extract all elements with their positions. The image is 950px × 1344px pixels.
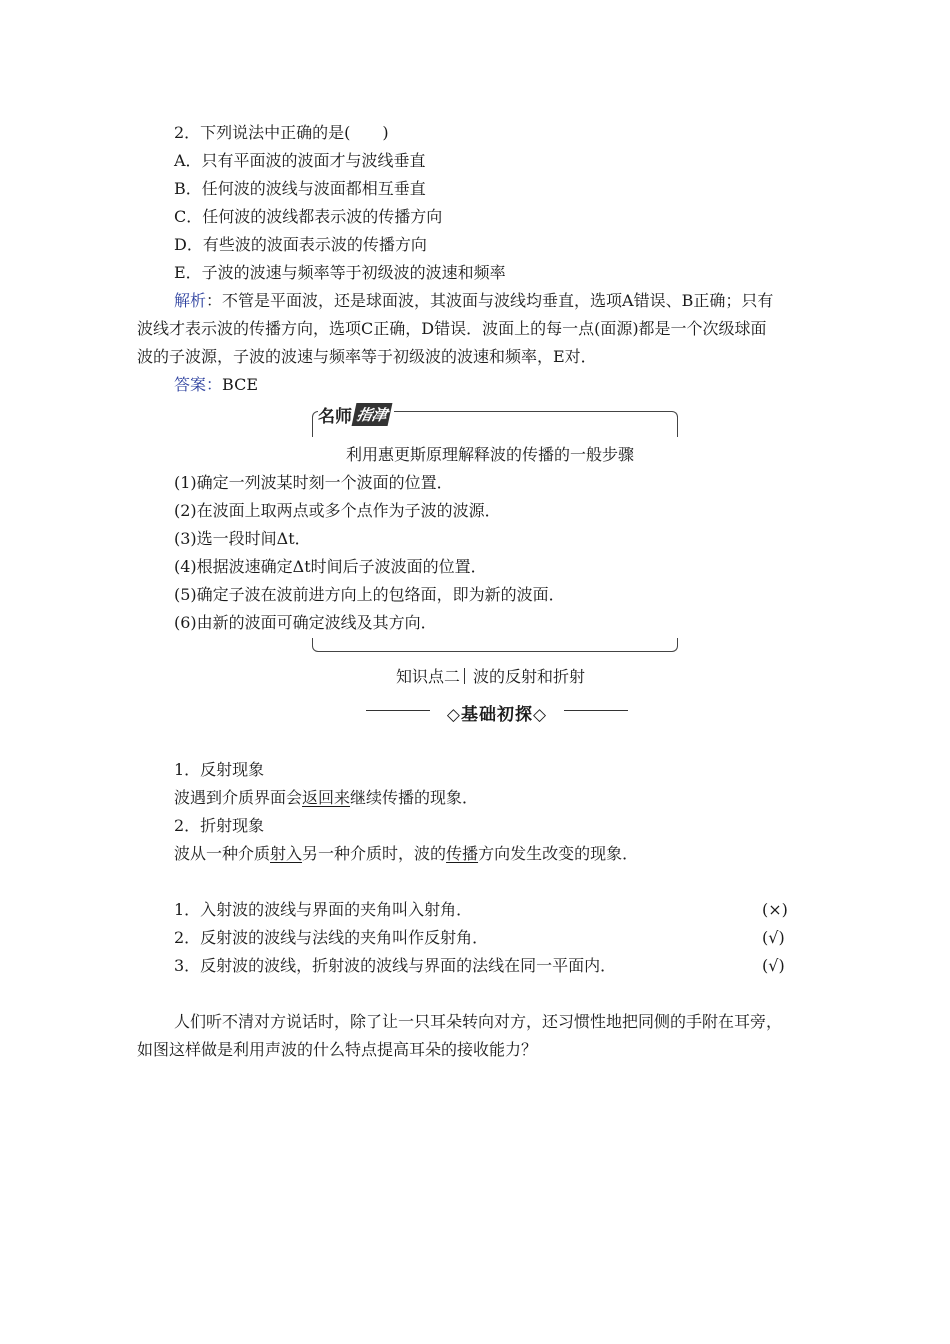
tips-step-1: (1)确定一列波某时刻一个波面的位置． — [174, 473, 453, 492]
section-title: 波的反射和折射 — [473, 667, 586, 686]
reflection-keyword: 返回来 — [302, 788, 351, 807]
basics-heading — [366, 700, 628, 725]
answer-value: BCE — [222, 375, 258, 394]
analysis-text-1: ：不管是平面波，还是球面波，其波面与波线均垂直，选项A错误、B正确；只有 — [206, 291, 774, 310]
judgment-1: 1．入射波的波线与界面的夹角叫入射角． — [174, 900, 473, 919]
refraction-title: 2．折射现象 — [174, 816, 265, 835]
judgment-1-mark: (×) — [762, 900, 788, 919]
tips-step-4: (4)根据波速确定Δt时间后子波波面的位置． — [174, 557, 487, 576]
answer-line — [174, 375, 258, 395]
refraction-text-post: 方向发生改变的现象． — [478, 844, 639, 863]
refraction-keyword-1: 射入 — [270, 844, 303, 863]
tips-step-6: (6)由新的波面可确定波线及其方向． — [174, 613, 437, 632]
option-a: A．只有平面波的波面才与波线垂直 — [174, 151, 426, 170]
option-e: E．子波的波速与频率等于初级波的波速和频率 — [174, 263, 506, 282]
tips-badge-text-b: 指津 — [352, 403, 393, 426]
option-d: D．有些波的波面表示波的传播方向 — [174, 235, 427, 254]
tips-step-2: (2)在波面上取两点或多个点作为子波的波源． — [174, 501, 501, 520]
analysis-line-3: 波的子波源，子波的波速与频率等于初级波的波速和频率，E对． — [137, 347, 597, 366]
discussion-line-2: 如图这样做是利用声波的什么特点提高耳朵的接收能力？ — [137, 1040, 538, 1059]
discussion-line-1: 人们听不清对方说话时，除了让一只耳朵转向对方，还习惯性地把同侧的手附在耳旁， — [174, 1012, 783, 1031]
judgment-2: 2．反射波的波线与法线的夹角叫作反射角． — [174, 928, 489, 947]
tips-frame-bottom — [312, 638, 678, 652]
section-header — [396, 664, 585, 687]
reflection-text-post: 继续传播的现象． — [350, 788, 479, 807]
tips-title: 利用惠更斯原理解释波的传播的一般步骤 — [346, 445, 635, 464]
refraction-keyword-2: 传播 — [446, 844, 479, 863]
answer-label: 答案： — [174, 375, 223, 394]
reflection-definition — [174, 788, 478, 808]
tips-step-5: (5)确定子波在波前进方向上的包络面，即为新的波面． — [174, 585, 565, 604]
analysis-label: 解析 — [174, 291, 207, 310]
judgment-3: 3．反射波的波线，折射波的波线与界面的法线在同一平面内． — [174, 956, 617, 975]
basics-rule-left — [366, 710, 430, 711]
section-label: 知识点二 — [396, 667, 461, 686]
basics-rule-right — [564, 710, 628, 711]
analysis-line-2: 波线才表示波的传播方向，选项C正确，D错误．波面上的每一点(面源)都是一个次级球面 — [137, 319, 767, 338]
tips-step-3: (3)选一段时间Δt． — [174, 529, 311, 548]
refraction-text-mid: 另一种介质时，波的 — [302, 844, 447, 863]
question-stem: 2．下列说法中正确的是( ) — [174, 123, 389, 142]
option-b: B．任何波的波线与波面都相互垂直 — [174, 179, 426, 198]
judgment-3-mark: (√) — [762, 956, 785, 975]
judgment-2-mark: (√) — [762, 928, 785, 947]
reflection-title: 1．反射现象 — [174, 760, 265, 779]
section-divider — [464, 668, 465, 684]
tips-badge — [318, 402, 394, 426]
refraction-definition — [174, 844, 638, 864]
analysis-line-1 — [174, 291, 773, 311]
option-c: C．任何波的波线都表示波的传播方向 — [174, 207, 443, 226]
refraction-text-pre: 波从一种介质 — [174, 844, 271, 863]
reflection-text-pre: 波遇到介质界面会 — [174, 788, 303, 807]
tips-badge-text-a: 名师 — [318, 406, 352, 427]
basics-title: ◇基础初探◇ — [446, 705, 548, 725]
